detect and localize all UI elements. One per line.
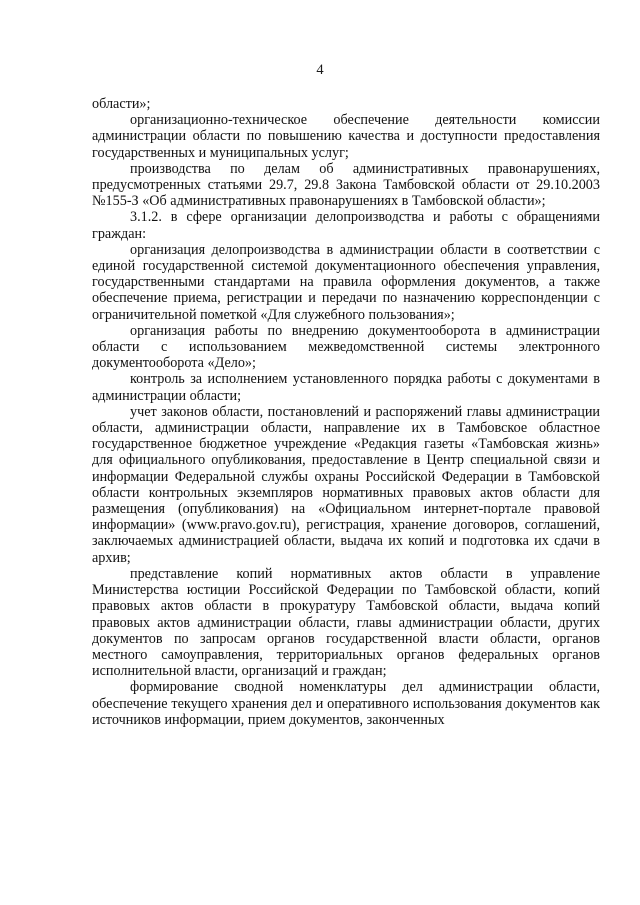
paragraph: представление копий нормативных актов области в управление Министерства юстиции Российской Федерации по Тамбовской области, копий правовых актов области в прокуратуру Тамбовской области, выдача копий правовых актов администрации области, главы администрации области, других документов по запросам органов государственной власти области, органов местного самоуправления, территориальных органов федеральных органов исполнительной власти, организаций и граждан; — [92, 565, 600, 680]
body-text — [92, 96, 600, 728]
paragraph: области»; — [92, 96, 151, 112]
paragraph: производства по делам об административных правонарушениях, предусмотренных статьями 29.7, 29.8 Закона Тамбовской области от 29.10.2003 №155-З «Об административных правонарушениях в Тамбовской области»; — [92, 160, 600, 210]
page-number: 4 — [316, 62, 324, 78]
paragraph: контроль за исполнением установленного порядка работы с документами в администрации области; — [92, 371, 600, 404]
section-heading-paragraph: 3.1.2. в сфере организации делопроизводства и работы с обращениями граждан: — [92, 209, 600, 242]
paragraph: организация делопроизводства в администрации области в соответствии с единой государственной системой документационного обеспечения управления, государственными стандартами на правила оформления документов, а также обеспечение приема, регистрации и передачи по назначению корреспонденции с ограничительной пометкой «Для служебного пользования»; — [92, 241, 600, 323]
paragraph: организация работы по внедрению документооборота в администрации области с использованием межведомственной системы электронного документооборота «Дело»; — [92, 322, 600, 372]
paragraph: учет законов области, постановлений и распоряжений главы администрации области, администрации области, направление их в Тамбовское областное государственное бюджетное учреждение «Редакция газеты «Тамбовская жизнь» для официального опубликования, предоставление в Центр специальной связи и информации Федеральной службы охраны Российской Федерации в Тамбовской области контрольных экземпляров нормативных правовых актов области для размещения (опубликования) на «Официальном интернет-портале правовой информации» (www.pravo.gov.ru), регистрация, хранение договоров, соглашений, заключаемых администрацией области, выдача их копий и подготовка их сдачи в архив; — [92, 403, 600, 566]
paragraph: организационно-техническое обеспечение деятельности комиссии администрации области по повышению качества и доступности предоставления государственных и муниципальных услуг; — [92, 112, 600, 161]
paragraph: формирование сводной номенклатуры дел администрации области, обеспечение текущего хранения дел и оперативного использования документов как источников информации, прием документов, законченных — [92, 679, 600, 728]
